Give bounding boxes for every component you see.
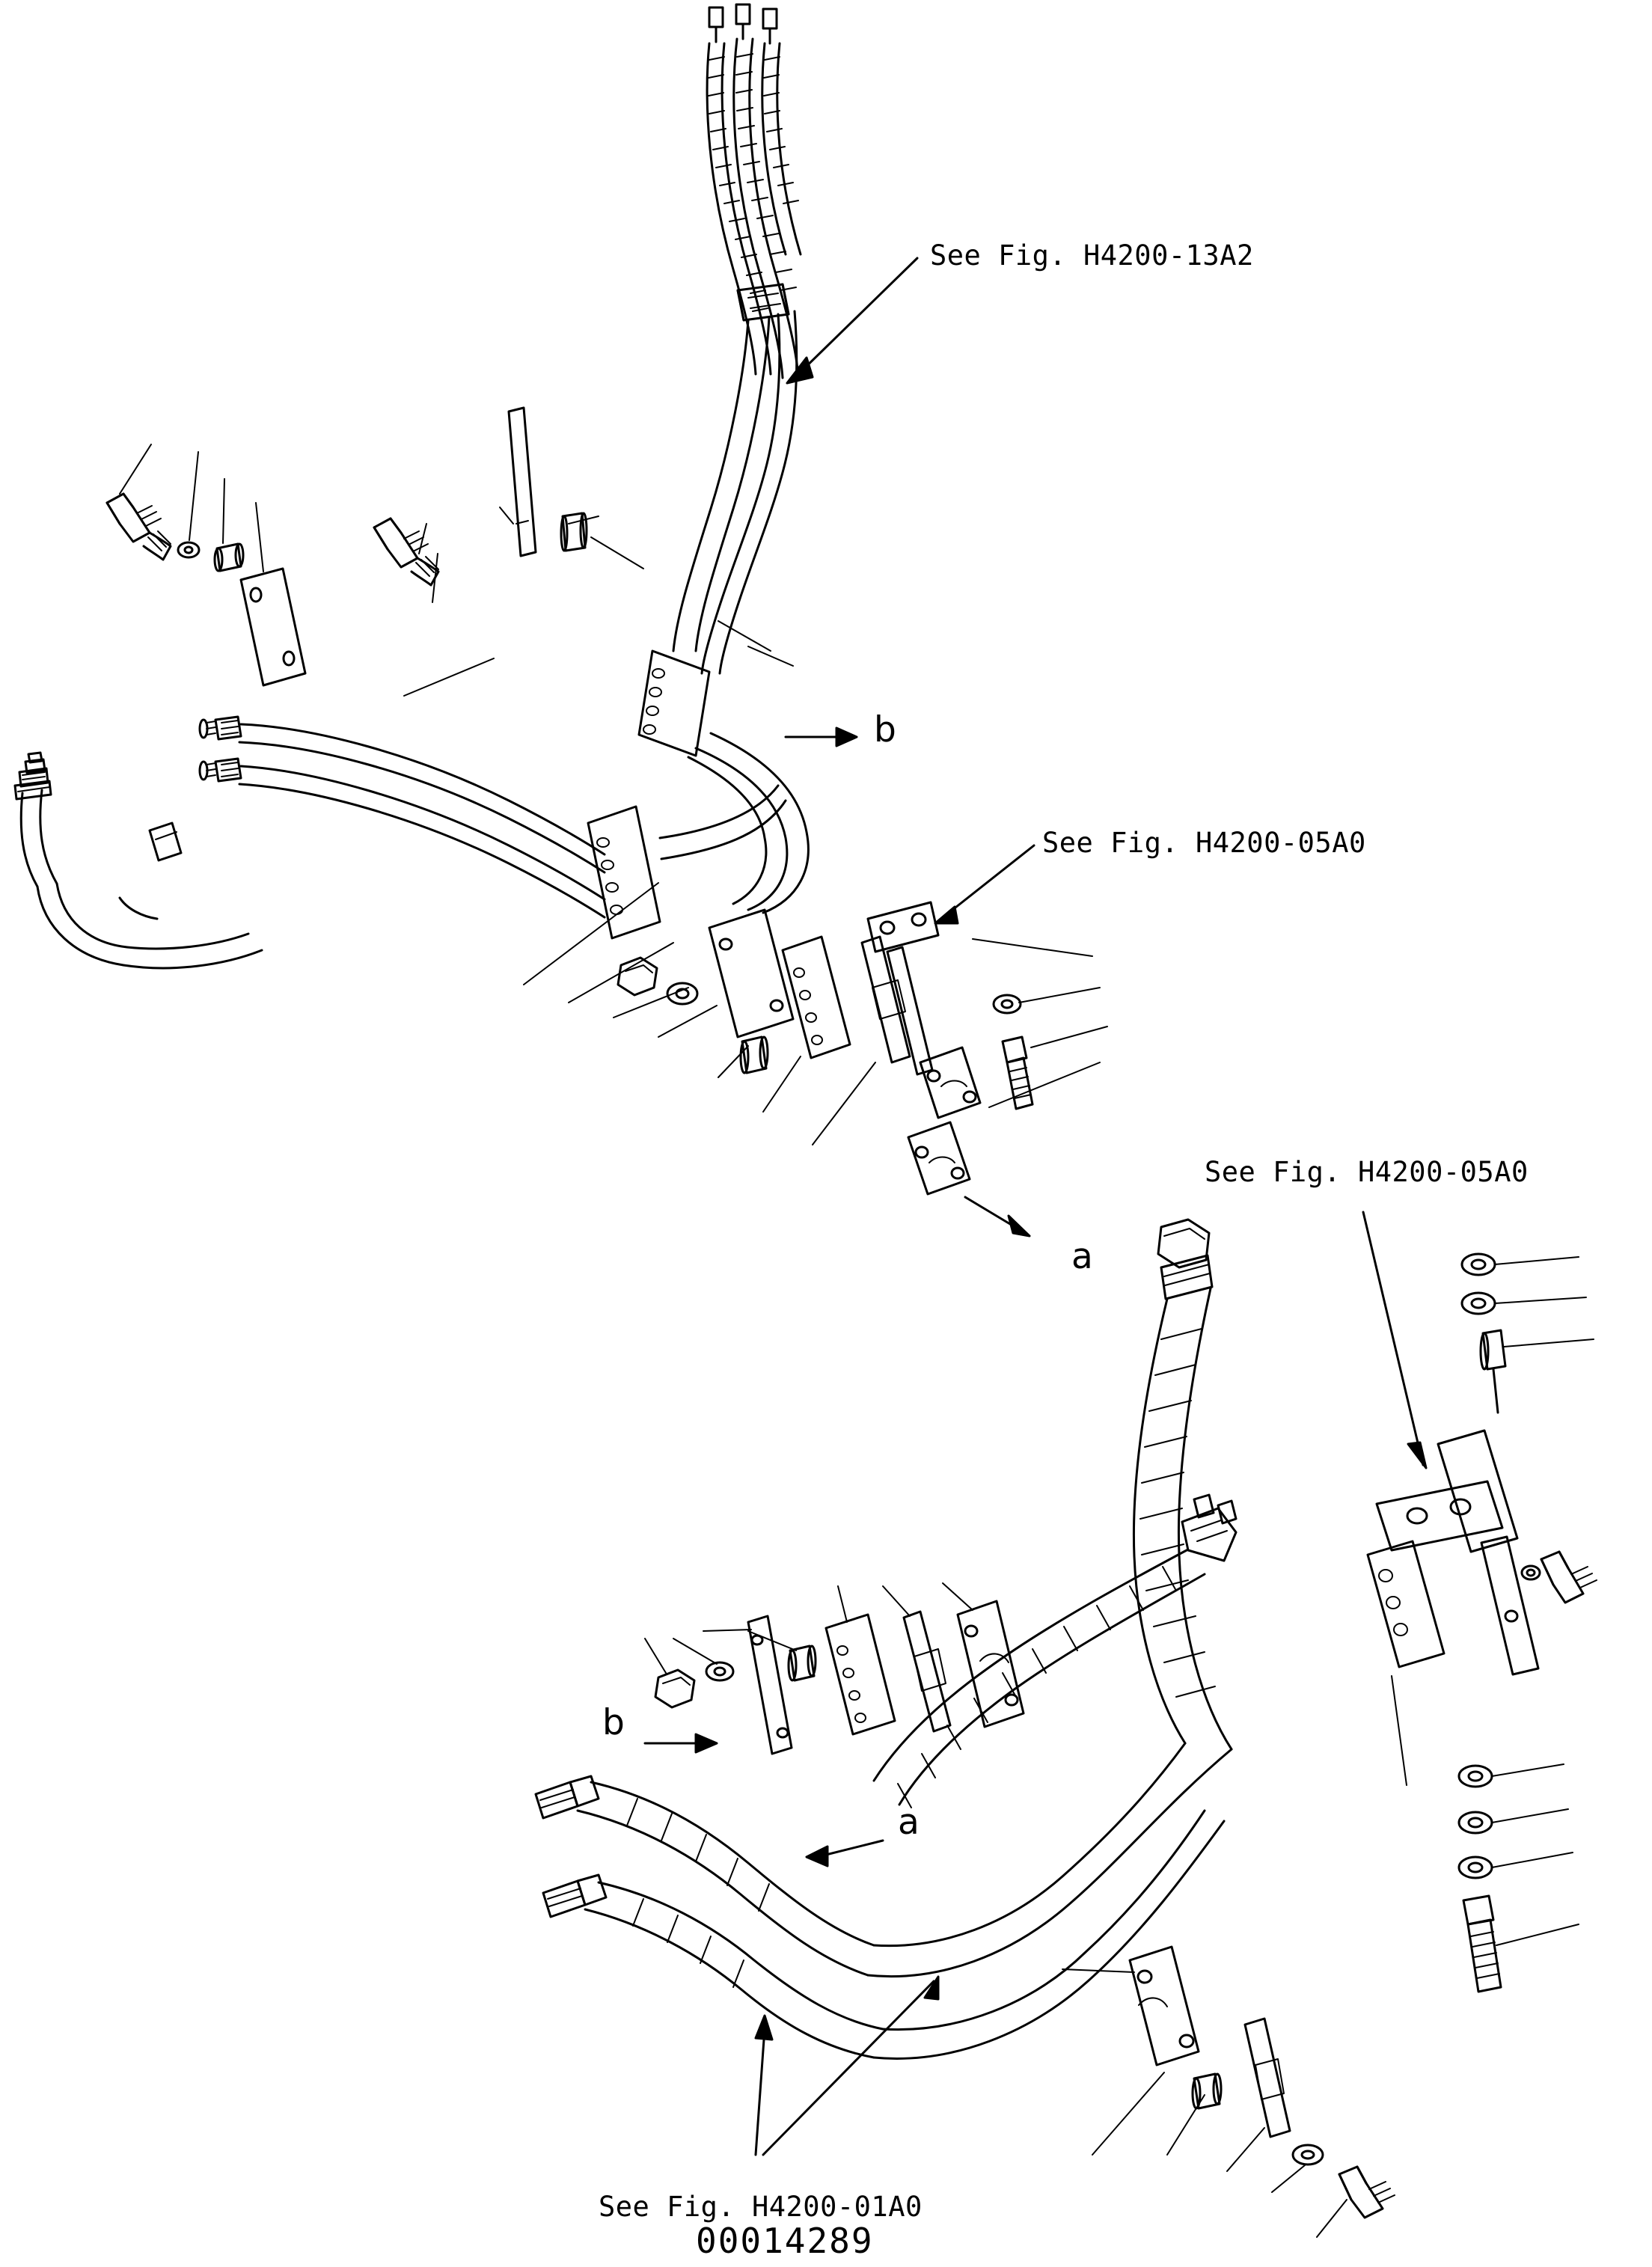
right-bracket-assembly [1363,1212,1597,1992]
reference-note-05a0-top: See Fig. H4200-05A0 [1042,827,1366,859]
center-clamp-block [639,651,857,756]
reference-note-13a2: See Fig. H4200-13A2 [930,239,1254,272]
figure-number: 00014289 [696,2221,874,2261]
elbow-fitting [874,1495,1236,1808]
mid-hose-run [688,733,808,913]
mid-exploded-parts [618,910,1030,1236]
lower-left-hose-ends [536,1743,1232,2155]
left-hose-bundle [15,717,605,968]
top-reference-leader [787,258,917,383]
lower-exploded-parts [645,1583,1024,1866]
lower-right-main-hose [1134,1220,1232,1749]
marker-a-middle: a [1071,1236,1094,1277]
upper-left-bracket-group [107,408,643,685]
marker-b-lower: b [602,1702,625,1743]
misc-leaders [404,621,875,1145]
lower-center-parts [1062,1947,1395,2237]
marker-b-upper: b [874,709,897,750]
center-hole-bar [588,786,786,938]
marker-a-lower: a [898,1802,920,1843]
upper-mount-bracket [868,845,1107,1109]
reference-note-01a0: See Fig. H4200-01A0 [599,2191,923,2223]
reference-note-05a0-right: See Fig. H4200-05A0 [1205,1156,1529,1188]
upper-flex-hoses [673,4,801,673]
